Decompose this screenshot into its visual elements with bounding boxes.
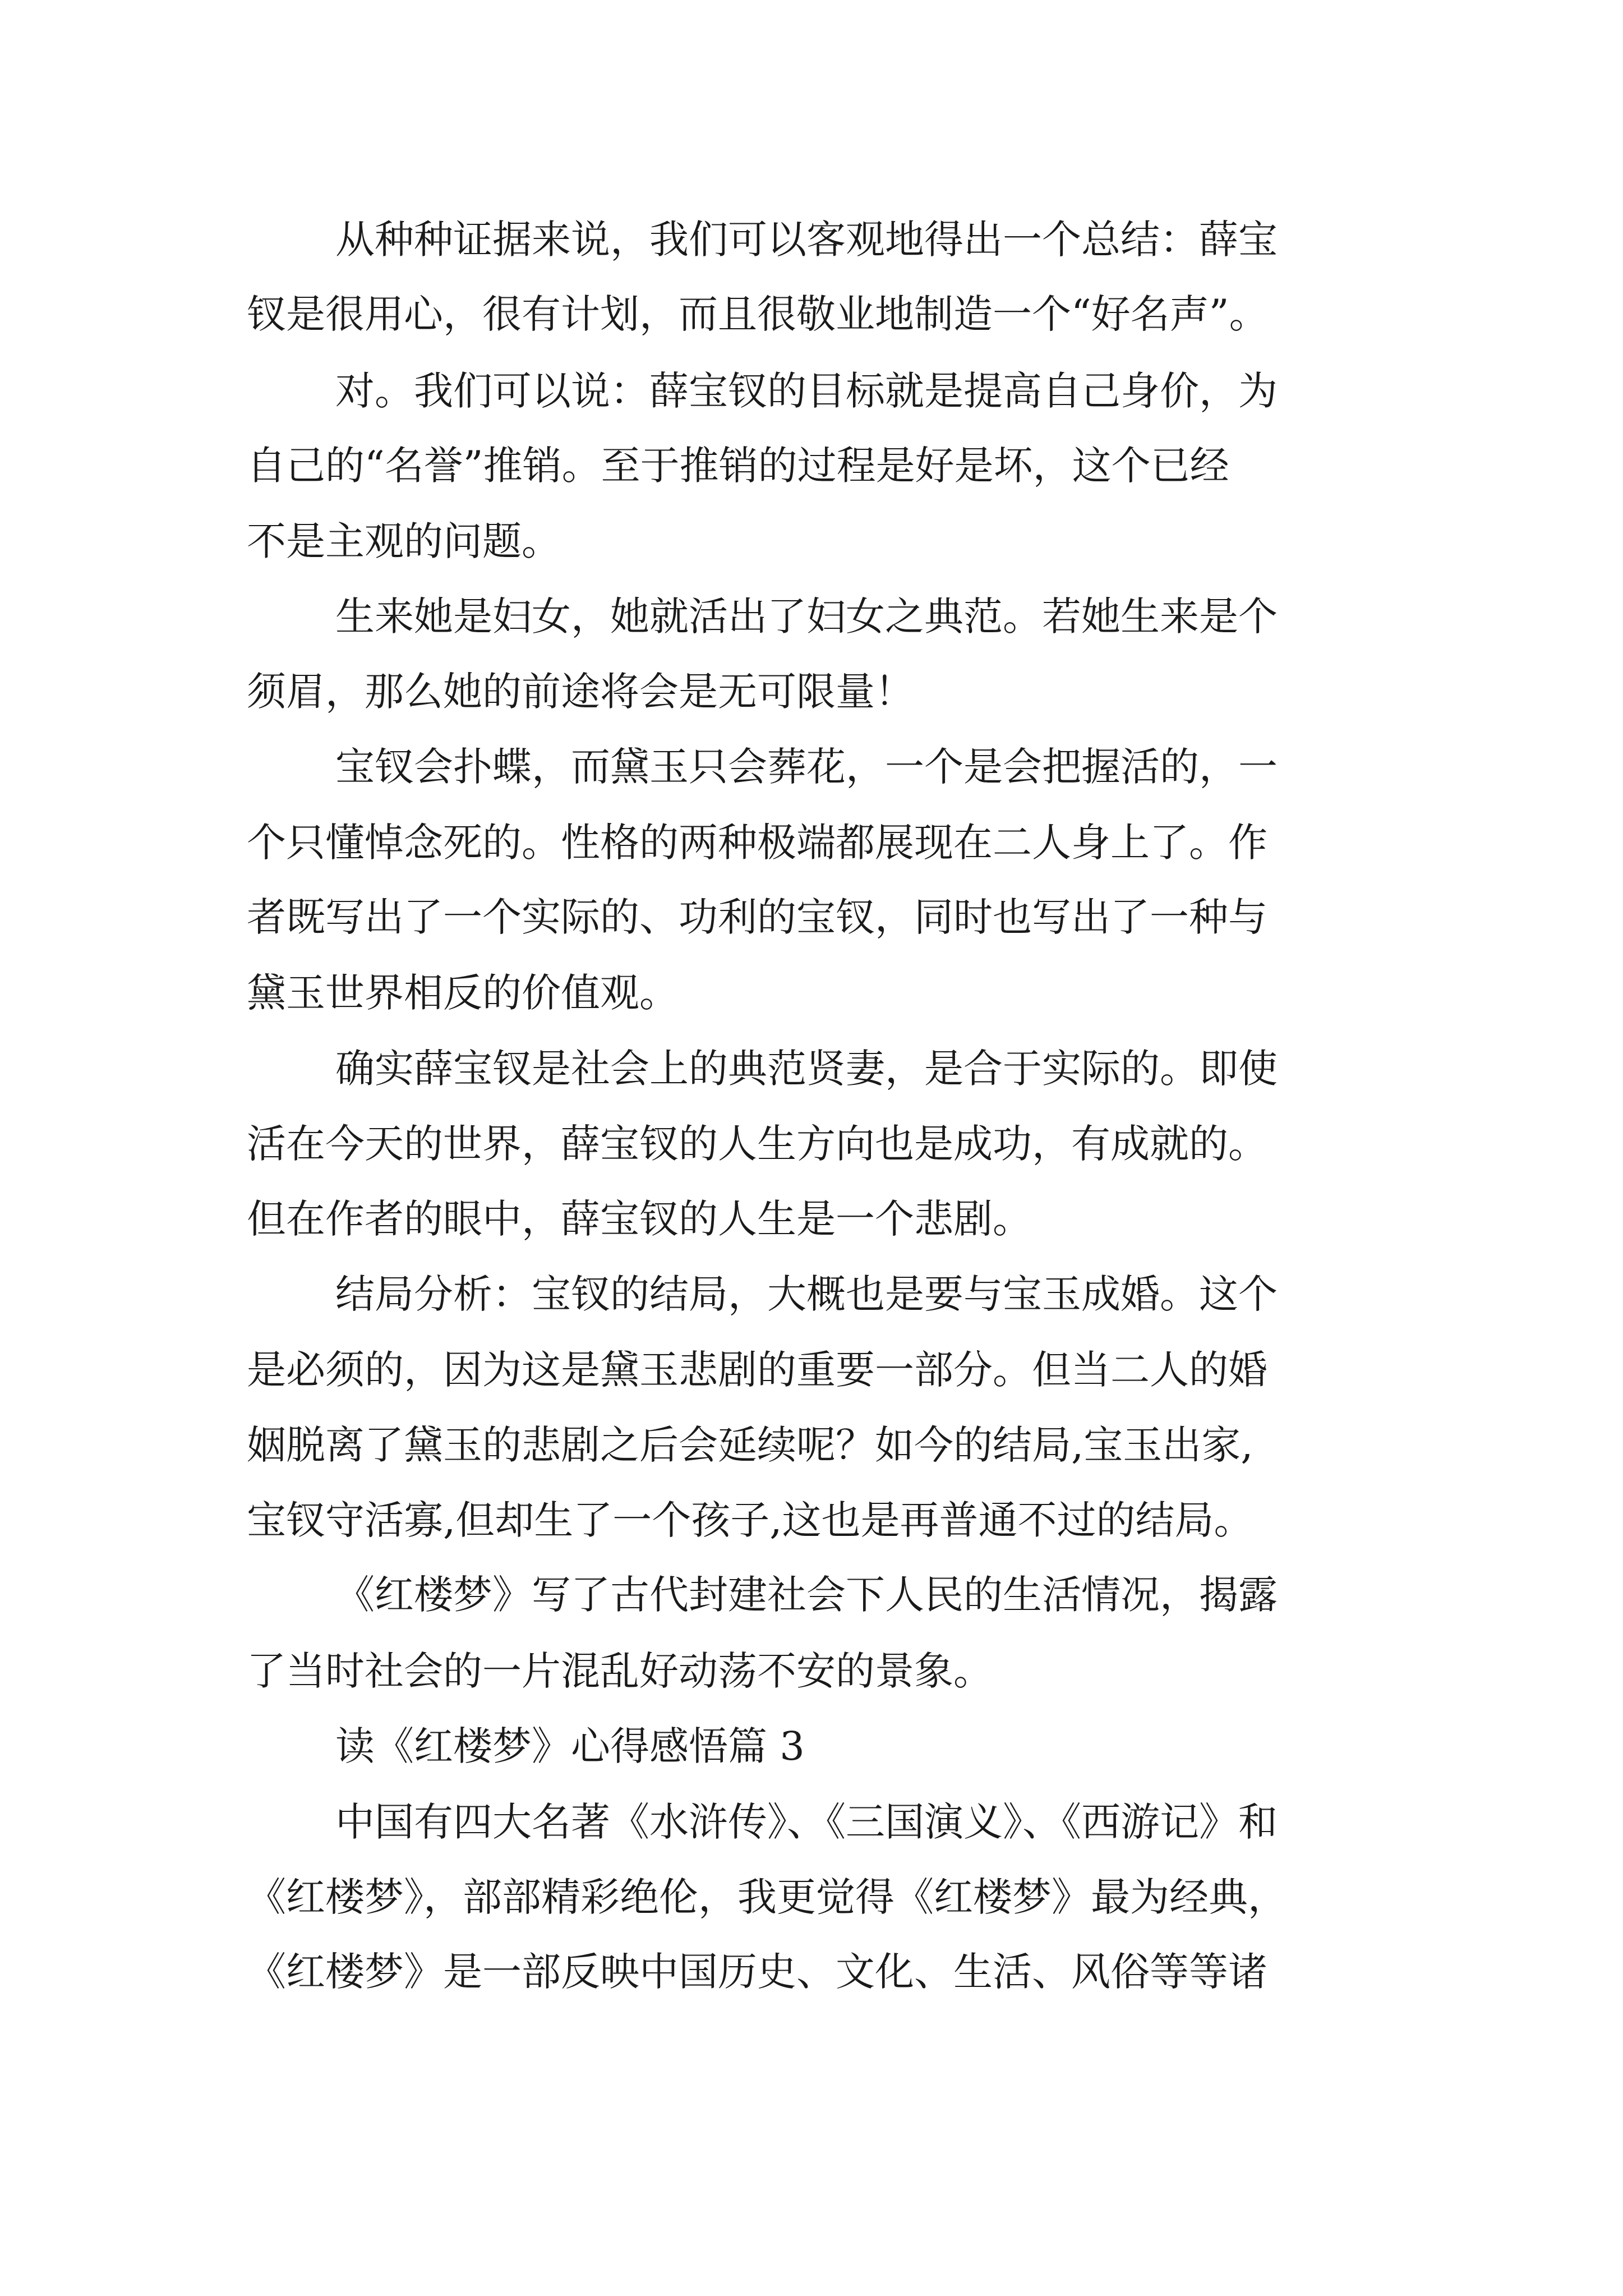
- paragraph-line: 宝钗会扑蝶，而黛玉只会葬花，一个是会把握活的，一: [335, 744, 1278, 790]
- paragraph-line: 但在作者的眼中，薛宝钗的人生是一个悲剧。: [247, 1196, 1032, 1242]
- paragraph-line: 姻脱离了黛玉的悲剧之后会延续呢？如今的结局,宝玉出家,: [247, 1422, 1253, 1468]
- paragraph-line: 了当时社会的一片混乱好动荡不安的景象。: [247, 1648, 993, 1694]
- paragraph-line: 宝钗守活寡,但却生了一个孩子,这也是再普通不过的结局。: [247, 1497, 1253, 1543]
- paragraph-line: 个只懂悼念死的。性格的两种极端都展现在二人身上了。作: [247, 820, 1267, 866]
- paragraph-line: 中国有四大名著《水浒传》、《三国演义》、《西游记》和: [335, 1799, 1278, 1845]
- paragraph-line: 确实薛宝钗是社会上的典范贤妻，是合于实际的。即使: [335, 1046, 1278, 1092]
- paragraph-line: 是必须的，因为这是黛玉悲剧的重要一部分。但当二人的婚: [247, 1347, 1267, 1393]
- section-heading: 读《红楼梦》心得感悟篇 3: [335, 1723, 805, 1769]
- paragraph-line: 《红楼梦》写了古代封建社会下人民的生活情况，揭露: [335, 1572, 1278, 1618]
- paragraph-line: 对。我们可以说：薛宝钗的目标就是提高自己身价，为: [335, 368, 1278, 414]
- paragraph-line: 生来她是妇女，她就活出了妇女之典范。若她生来是个: [335, 593, 1278, 639]
- paragraph-line: 须眉，那么她的前途将会是无可限量！: [247, 669, 914, 715]
- paragraph-line: 《红楼梦》是一部反映中国历史、文化、生活、风俗等等诸: [247, 1949, 1267, 1995]
- paragraph-line: 结局分析：宝钗的结局，大概也是要与宝玉成婚。这个: [335, 1271, 1278, 1317]
- paragraph-line: 活在今天的世界，薛宝钗的人生方向也是成功，有成就的。: [247, 1121, 1267, 1167]
- paragraph-line: 黛玉世界相反的价值观。: [247, 970, 679, 1016]
- paragraph-line: 《红楼梦》，部部精彩绝伦，我更觉得《红楼梦》最为经典，: [247, 1874, 1287, 1920]
- paragraph-line: 钗是很用心，很有计划，而且很敬业地制造一个“好名声”。: [247, 291, 1269, 337]
- paragraph-line: 从种种证据来说，我们可以客观地得出一个总结：薛宝: [335, 217, 1278, 263]
- paragraph-line: 者既写出了一个实际的、功利的宝钗，同时也写出了一种与: [247, 894, 1267, 940]
- paragraph-line: 不是主观的问题。: [247, 518, 561, 564]
- paragraph-line: 自己的“名誉”推销。至于推销的过程是好是坏，这个已经: [247, 443, 1229, 489]
